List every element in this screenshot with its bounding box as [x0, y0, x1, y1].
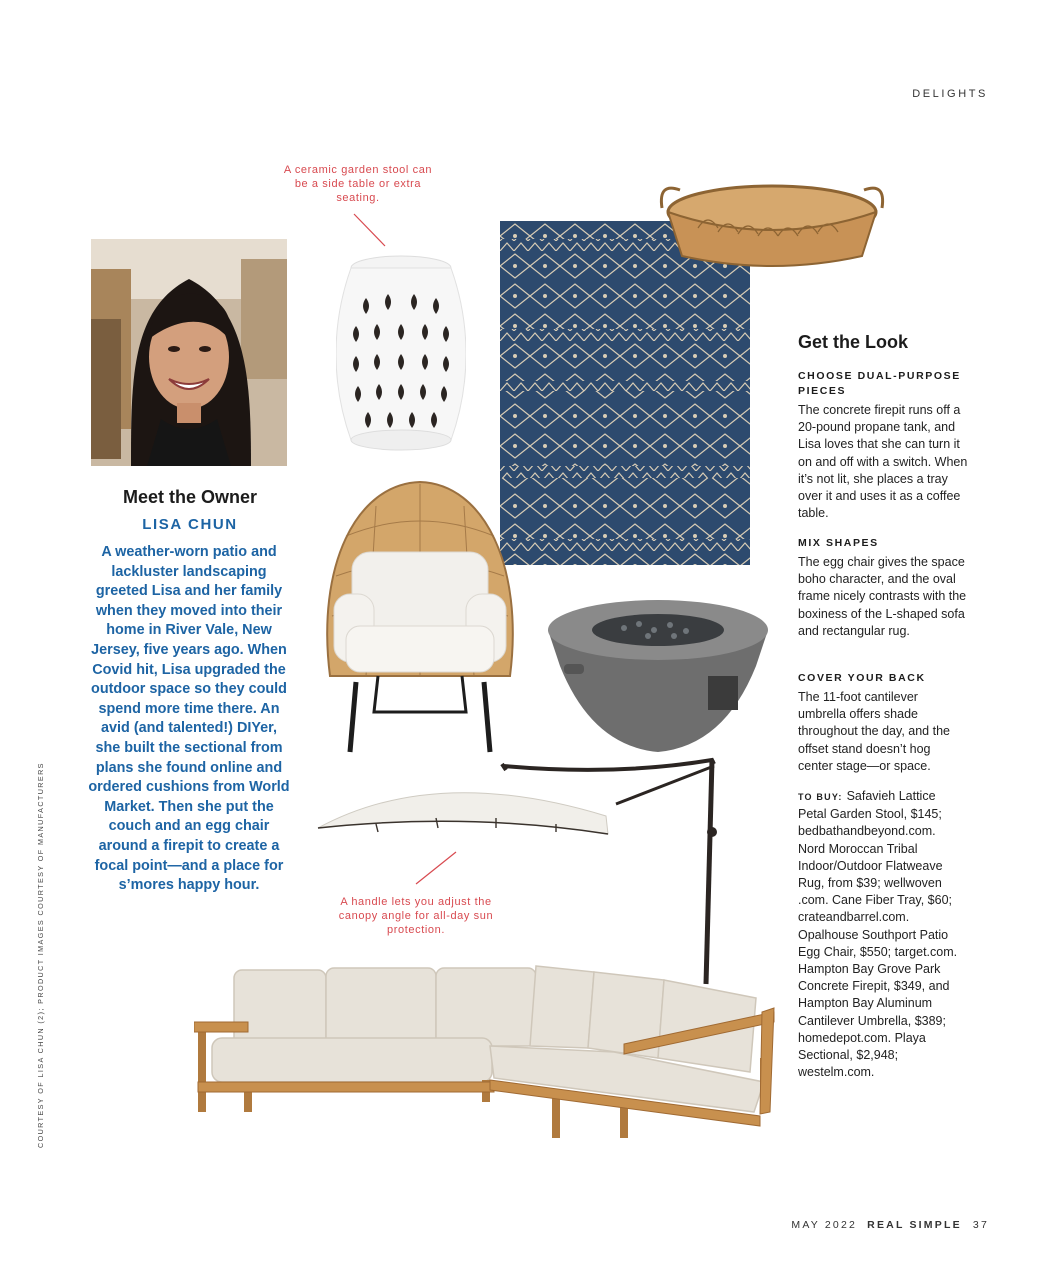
flatweave-rug-image [500, 221, 750, 565]
owner-story: A weather-worn patio and lackluster landscaping greeted Lisa and her family when they moved into their home in River Vale, New Jersey, five years ago. When Covid hit, Lisa upgraded the outdoor space so they could spend more time there. An avid (and talented!) DIYer, she built the sectional from plans she found online and ordered cushions from World Market. Then she put the couch and an egg chair around a firepit to create a focal point—and a place for s’mores happy hour. [88, 544, 290, 894]
get-the-look-title: Get the Look [798, 332, 909, 352]
umbrella-caption: A handle lets you adjust the canopy angle for all-day sun protection. [338, 896, 494, 936]
egg-chair-image [316, 476, 524, 754]
section-text-dual-purpose: The concrete firepit runs off a 20-pound propane tank, and Lisa loves that she can turn it on and off with a switch. When it’s not lit, she places a tray over it and uses it as a coffee table. [798, 403, 968, 521]
to-buy-text: Safavieh Lattice Petal Garden Stool, $145; bedbathandbeyond.com. Nord Moroccan Tribal Indoor/Outdoor Flatweave Rug, from $39; wellwoven .com. Cane Fiber Tray, $60; crateandbarrel.com. Opalhouse Southport Patio Egg Chair, $550; target.com. Hampton Bay Grove Park Concrete Firepit, $349, and Hampton Bay Aluminum Cantilever Umbrella, $389; homedepot.com. Playa Sectional, $2,948; westelm.com. [798, 789, 958, 1080]
folio [791, 1219, 989, 1231]
firepit-image [544, 596, 772, 756]
section-heading-dual-purpose: CHOOSE DUAL-PURPOSE PIECES [798, 370, 961, 397]
folio-magazine: REAL SIMPLE [867, 1219, 962, 1231]
cane-tray-image [658, 176, 886, 272]
folio-page-number: 37 [972, 1219, 989, 1231]
folio-date: MAY 2022 [791, 1219, 858, 1231]
stool-caption: A ceramic garden stool can be a side table or extra seating. [283, 164, 433, 204]
owner-heading: Meet the Owner [122, 487, 258, 507]
section-heading-cover-your-back: COVER YOUR BACK [798, 672, 926, 684]
owner-name: LISA CHUN [142, 516, 238, 533]
section-heading-mix-shapes: MIX SHAPES [798, 537, 879, 549]
stool-caption-leader [350, 210, 390, 250]
section-tag: DELIGHTS [912, 88, 988, 100]
umbrella-caption-leader [412, 850, 460, 888]
to-buy-label: TO BUY: [798, 792, 843, 802]
photo-credit: COURTESY OF LISA CHUN (2); PRODUCT IMAGES COURTESY OF MANUFACTURERS [36, 762, 45, 1148]
owner-photo [91, 239, 287, 466]
sectional-sofa-image [194, 962, 778, 1142]
garden-stool-image [336, 254, 466, 454]
to-buy-list [798, 788, 958, 1081]
section-text-cover-your-back: The 11-foot cantilever umbrella offers shade throughout the day, and the offset stand doesn’t hog center stage—or space. [798, 690, 950, 773]
section-text-mix-shapes: The egg chair gives the space boho character, and the oval frame nicely contrasts with the boxiness of the L-shaped sofa and rectangular rug. [798, 555, 967, 638]
cantilever-umbrella-image [316, 756, 742, 986]
